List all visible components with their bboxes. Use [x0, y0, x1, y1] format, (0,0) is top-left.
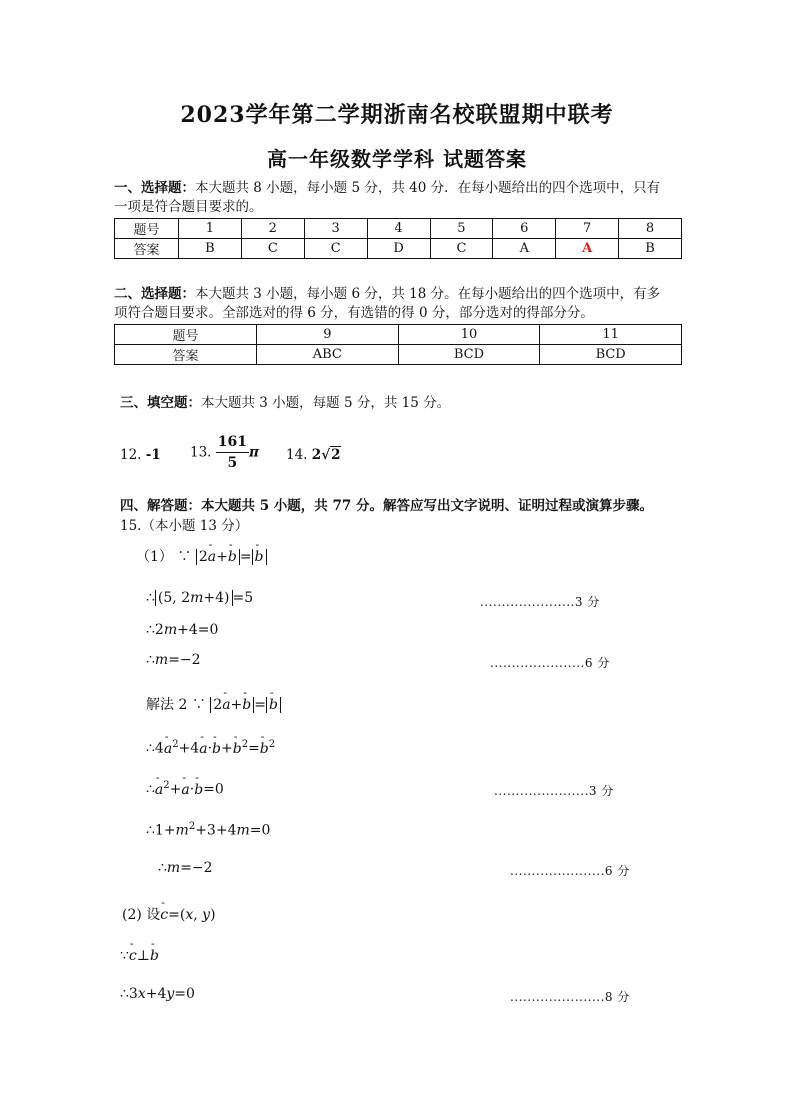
section2-heading: 二、选择题： [114, 286, 195, 302]
section3-line [120, 393, 450, 413]
question-number: 10 [398, 325, 540, 345]
section1-line1 [114, 178, 660, 198]
section2-answer-table [114, 324, 682, 365]
answer-cell: BCD [398, 345, 540, 365]
row-label-answer: 答案 [115, 345, 257, 365]
document-subtitle: 高一年级数学学科 试题答案 [267, 147, 527, 171]
question-number: 3 [304, 219, 367, 239]
section4-line [120, 496, 653, 516]
answer-cell: B [619, 239, 682, 259]
section1-heading: 一、选择题： [114, 180, 195, 196]
answer-12 [120, 445, 161, 465]
q14-coefficient: 2 [311, 447, 322, 463]
answer-cell-highlighted: A [556, 239, 619, 259]
q13-pi: π [249, 444, 259, 461]
alt-step-result-m: ∴m=−2 [158, 860, 213, 876]
section2-desc-line1: 本大题共 3 小题，每小题 6 分，共 18 分。在每小题给出的四个选项中，有多 [195, 286, 661, 302]
answer-cell: BCD [540, 345, 682, 365]
table-row [115, 345, 682, 365]
section2-line1 [114, 284, 660, 304]
answer-cell: C [304, 239, 367, 259]
part2-equation: ∴3x+4y=0 [120, 986, 195, 1002]
section1-desc-line2: 一项是符合题目要求的。 [114, 199, 263, 215]
section3-desc: 本大题共 3 小题，每题 5 分，共 15 分。 [201, 395, 451, 411]
q13-fraction [216, 432, 249, 473]
alt-step-expand: ∴4- $a^2+4-$ a·- b+- $b^2=-$ $b^2$ [146, 739, 275, 757]
table-row [115, 239, 682, 259]
section2-desc-line2: 项符合题目要求。全部选对的得 6 分，有选错的得 0 分，部分选对的得部分分。 [114, 305, 594, 321]
q14-label: 14. [286, 447, 308, 463]
alt-step-equation: $\therefore 1+m^2+3+4m=0$ [146, 821, 271, 839]
question-number: 6 [493, 219, 556, 239]
question-number: 9 [257, 325, 399, 345]
answer-cell: C [430, 239, 493, 259]
section4-desc: 本大题共 5 小题，共 77 分。解答应写出文字说明、证明过程或演算步骤。 [201, 498, 653, 514]
part1-label: （1） [136, 549, 173, 565]
question-number: 2 [241, 219, 304, 239]
part2-perpendicular: ∵- c⊥- b [120, 948, 159, 964]
question-number: 1 [179, 219, 242, 239]
section1-desc-line1: 本大题共 8 小题，每小题 5 分，共 40 分．在每小题给出的四个选项中，只有 [195, 180, 661, 196]
answer-13 [190, 432, 259, 473]
score-3b: ......................3 分 [494, 784, 614, 798]
question-number: 5 [430, 219, 493, 239]
part2-label: (2) 设 [122, 907, 161, 923]
q13-denominator: 5 [227, 455, 238, 471]
question-number: 4 [367, 219, 430, 239]
answer-cell: B [179, 239, 242, 259]
question-number: 7 [556, 219, 619, 239]
step-magnitude: ∴ (5, 2m+4) =5 [146, 590, 254, 606]
score-6b: ......................6 分 [510, 864, 630, 878]
q12-answer: -1 [145, 447, 161, 463]
q14-radicand: 2 [331, 447, 341, 463]
row-label-question: 题号 [115, 325, 257, 345]
document-title: 2023学年第二学期浙南名校联盟期中联考 [180, 102, 614, 128]
question-number: 8 [619, 219, 682, 239]
score-8: ......................8 分 [510, 990, 630, 1004]
alt-step-given: 解法 2 ∵ 2- a+- b =- b [146, 694, 281, 714]
q15-header: 15.（本小题 13 分） [120, 518, 249, 534]
alt-method-label: 解法 2 [146, 697, 188, 713]
step-result-m: ∴m=−2 [146, 652, 201, 668]
q13-label: 13. [190, 444, 212, 461]
answer-cell: A [493, 239, 556, 259]
step-given: （1） ∵ 2- a+- b =- b [136, 546, 267, 566]
row-label-question: 题号 [115, 219, 179, 239]
row-label-answer: 答案 [115, 239, 179, 259]
score-3a: ......................3 分 [480, 595, 600, 609]
question-number: 11 [540, 325, 682, 345]
table-row [115, 219, 682, 239]
section4-heading: 四、解答题： [120, 498, 201, 514]
section3-heading: 三、填空题： [120, 395, 201, 411]
step-equation: ∴2m+4=0 [146, 622, 219, 638]
score-6a: ......................6 分 [490, 656, 610, 670]
alt-step-simplify: ∴- $a^2+-$ a·- b=0 [146, 780, 224, 798]
table-row [115, 325, 682, 345]
answer-cell: C [241, 239, 304, 259]
q13-numerator: 161 [216, 432, 249, 453]
q12-label: 12. [120, 447, 142, 463]
answer-cell: ABC [257, 345, 399, 365]
answer-cell: D [367, 239, 430, 259]
answer-14: 14. 2√2 [286, 447, 341, 463]
part2-setup: (2) 设- c=(x, y) [122, 904, 216, 924]
section1-answer-table [114, 218, 682, 259]
